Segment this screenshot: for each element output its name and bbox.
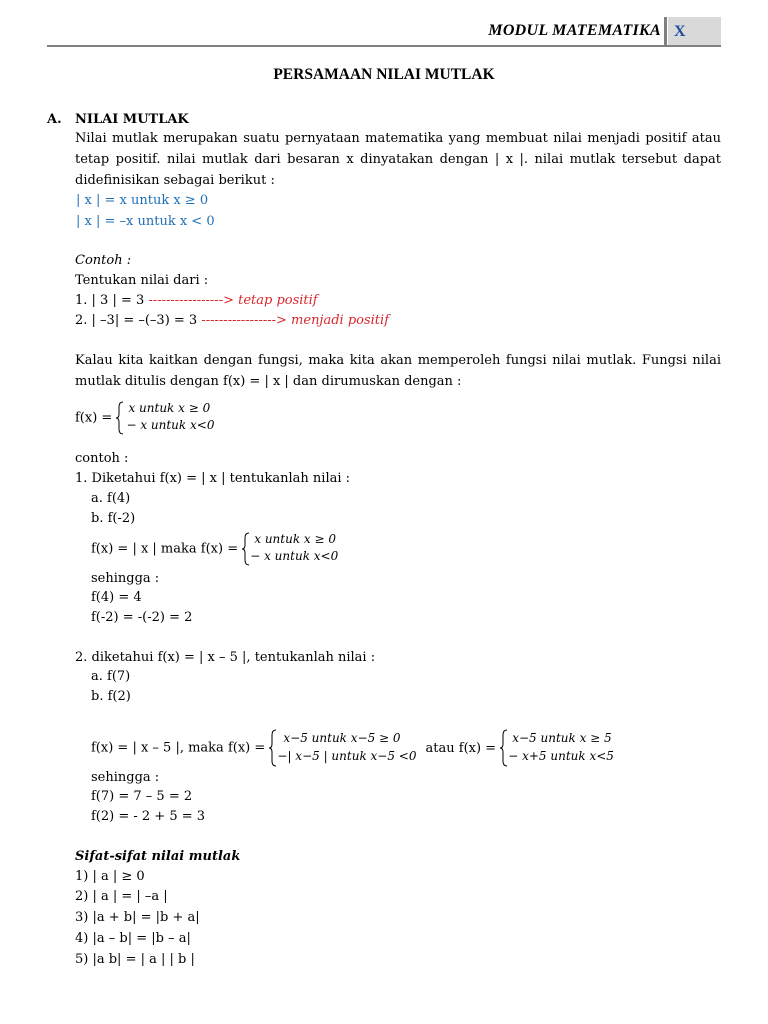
q2-or-label: atau f(x) =	[425, 740, 497, 756]
definition-negative: | x | = –x untuk x < 0	[76, 214, 215, 229]
header-separator	[664, 17, 667, 46]
section-letter: A.	[47, 112, 62, 127]
q1-sehingga: sehingga :	[91, 571, 160, 586]
property-item: 1) | a | ≥ 0	[75, 869, 145, 884]
question-2: 2. diketahui f(x) = | x – 5 |, tentukanlah nilai :	[75, 650, 376, 665]
q1-result-1: f(4) = 4	[91, 590, 142, 605]
page-header	[47, 17, 721, 46]
question-1-definition	[91, 532, 352, 566]
q2-sehingga: sehingga :	[91, 770, 160, 785]
header-title: MODUL MATEMATIKA	[488, 22, 661, 39]
example-prompt: Tentukan nilai dari :	[75, 273, 209, 288]
function-paragraph: Kalau kita kaitkan dengan fungsi, maka kita akan memperoleh fungsi nilai mutlak. Fungsi nilai mutlak ditulis dengan f(x) = | x | dan dirumuskan dengan :	[75, 353, 721, 389]
question-2b: b. f(2)	[91, 689, 131, 704]
example-item-2-expr: 2. | –3| = –(–3) = 3	[75, 313, 198, 328]
question-1a: a. f(4)	[91, 491, 131, 506]
example-heading: Contoh :	[75, 253, 132, 268]
q2-result-1: f(7) = 7 – 5 = 2	[91, 789, 193, 804]
left-brace-icon	[116, 401, 126, 435]
intro-paragraph: Nilai mutlak merupakan suatu pernyataan matematika yang membuat nilai menjadi positif atau tetap positif. nilai mutlak dari besaran x dinyatakan dengan | x |. nilai mutlak tersebut dapat didefinisikan sebagai berikut :	[75, 131, 721, 188]
section-title: NILAI MUTLAK	[75, 112, 189, 127]
properties-heading: Sifat-sifat nilai mutlak	[75, 849, 241, 864]
q1-case-2: − x untuk x<0	[250, 549, 339, 563]
piecewise-brace	[116, 401, 246, 435]
q2-case-2: −| x−5 | untuk x−5 <0	[277, 749, 417, 763]
q2-alt-piecewise	[500, 729, 618, 767]
question-2a: a. f(7)	[91, 669, 131, 684]
q2-result-2: f(2) = - 2 + 5 = 3	[91, 809, 206, 824]
property-item: 4) |a – b| = |b – a|	[75, 931, 191, 946]
q1-def-label: f(x) = | x | maka f(x) =	[91, 541, 239, 557]
q1-piecewise	[242, 532, 352, 566]
example-item-1	[75, 292, 318, 310]
example-item-1-expr: 1. | 3 | = 3	[75, 293, 145, 308]
property-item: 5) |a b| = | a | | b |	[75, 952, 195, 967]
q1-result-2: f(-2) = -(-2) = 2	[91, 610, 193, 625]
q2-piecewise	[269, 729, 419, 767]
definition-positive: | x | = x untuk x ≥ 0	[76, 193, 209, 208]
q2-alt-case-2: − x+5 untuk x<5	[508, 749, 614, 763]
question-1b: b. f(-2)	[91, 511, 136, 526]
piecewise-case-2: − x untuk x<0	[126, 418, 215, 432]
example-item-2-note: -----------------> menjadi positif	[201, 313, 389, 328]
piecewise-case-1: x untuk x ≥ 0	[128, 401, 211, 415]
q2-def-label: f(x) = | x – 5 |, maka f(x) =	[91, 740, 266, 756]
page-title: PERSAMAAN NILAI MUTLAK	[273, 66, 495, 83]
q2-alt-case-1: x−5 untuk x ≥ 5	[512, 731, 612, 745]
example-item-2	[75, 312, 389, 330]
question-2-definition	[91, 729, 618, 767]
example2-heading: contoh :	[75, 451, 129, 466]
q1-case-1: x untuk x ≥ 0	[254, 532, 336, 546]
fx-label: f(x) =	[75, 410, 113, 426]
property-item: 2) | a | = | –a |	[75, 889, 168, 904]
piecewise-fx	[75, 401, 246, 435]
q2-case-1: x−5 untuk x−5 ≥ 0	[283, 731, 401, 745]
question-1: 1. Diketahui f(x) = | x | tentukanlah nilai :	[75, 471, 351, 486]
grade-badge: X	[668, 17, 721, 46]
header-rule	[47, 45, 721, 47]
example-item-1-note: -----------------> tetap positif	[148, 293, 318, 308]
property-item: 3) |a + b| = |b + a|	[75, 910, 200, 925]
